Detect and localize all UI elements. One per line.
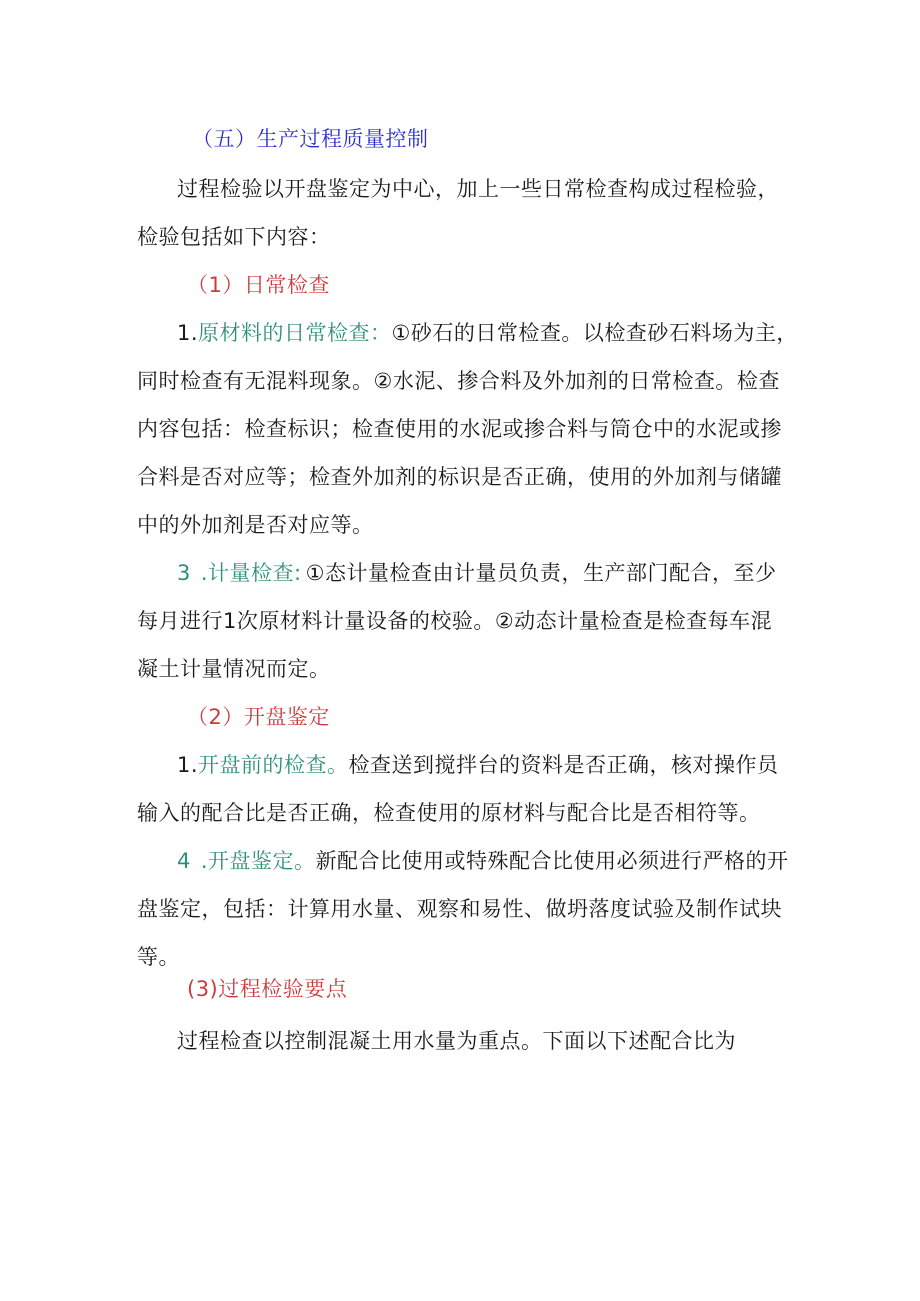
item-text: 检查送到搅拌台的资料是否正确，核对操作员 <box>348 753 779 777</box>
final-paragraph-line: 过程检查以控制混凝土用水量为重点。下面以下述配合比为 <box>177 1029 736 1053</box>
item-pre-opening-line-2: 输入的配合比是否正确，检查使用的原材料与配合比是否相符等。 <box>137 801 761 825</box>
item-label: .开盘鉴定。 <box>200 849 316 873</box>
item-text: ①砂石的日常检查。以检查砂石料场为主， <box>391 321 798 345</box>
item-raw-material-line-2: 同时检查有无混料现象。②水泥、掺合料及外加剂的日常检查。检查 <box>137 369 780 393</box>
item-number: 1. <box>177 321 199 345</box>
subsection-heading-daily-check: （1）日常检查 <box>187 273 330 297</box>
item-raw-material-line-3: 内容包括：检查标识；检查使用的水泥或掺合料与筒仓中的水泥或掺 <box>137 417 782 441</box>
item-number: 4 <box>177 849 191 873</box>
item-metering-line-2: 每月进行1次原材料计量设备的校验。②动态计量检查是检查每车混 <box>137 609 773 633</box>
section-heading: （五）生产过程质量控制 <box>192 127 429 151</box>
item-metering-line-1 <box>177 558 776 588</box>
item-pre-opening-line-1 <box>177 750 779 780</box>
item-label: 原材料的日常检查： <box>198 321 392 345</box>
item-raw-material-line-1 <box>177 318 798 348</box>
intro-paragraph-line-1: 过程检验以开盘鉴定为中心，加上一些日常检查构成过程检验， <box>177 177 779 201</box>
item-text: ①态计量检查由计量员负责，生产部门配合，至少 <box>305 561 777 585</box>
item-number: 1. <box>177 753 199 777</box>
item-raw-material-line-4: 合料是否对应等；检查外加剂的标识是否正确，使用的外加剂与储罐 <box>137 465 782 489</box>
item-label: .计量检查: <box>200 561 302 585</box>
item-text: 新配合比使用或特殊配合比使用必须进行严格的开 <box>315 849 789 873</box>
item-opening-check-line-3: 等。 <box>137 945 180 969</box>
item-opening-check-line-2: 盘鉴定，包括：计算用水量、观察和易性、做坍落度试验及制作试块 <box>137 897 782 921</box>
subsection-heading-process-points: (3)过程检验要点 <box>187 977 348 1001</box>
item-raw-material-line-5: 中的外加剂是否对应等。 <box>137 513 374 537</box>
subsection-heading-opening-check: （2）开盘鉴定 <box>187 705 330 729</box>
item-opening-check-line-1 <box>177 846 789 876</box>
item-number: 3 <box>177 561 191 585</box>
item-label: 开盘前的检查。 <box>198 753 349 777</box>
item-metering-line-3: 凝土计量情况而定。 <box>137 657 331 681</box>
intro-paragraph-line-2: 检验包括如下内容： <box>137 225 331 249</box>
